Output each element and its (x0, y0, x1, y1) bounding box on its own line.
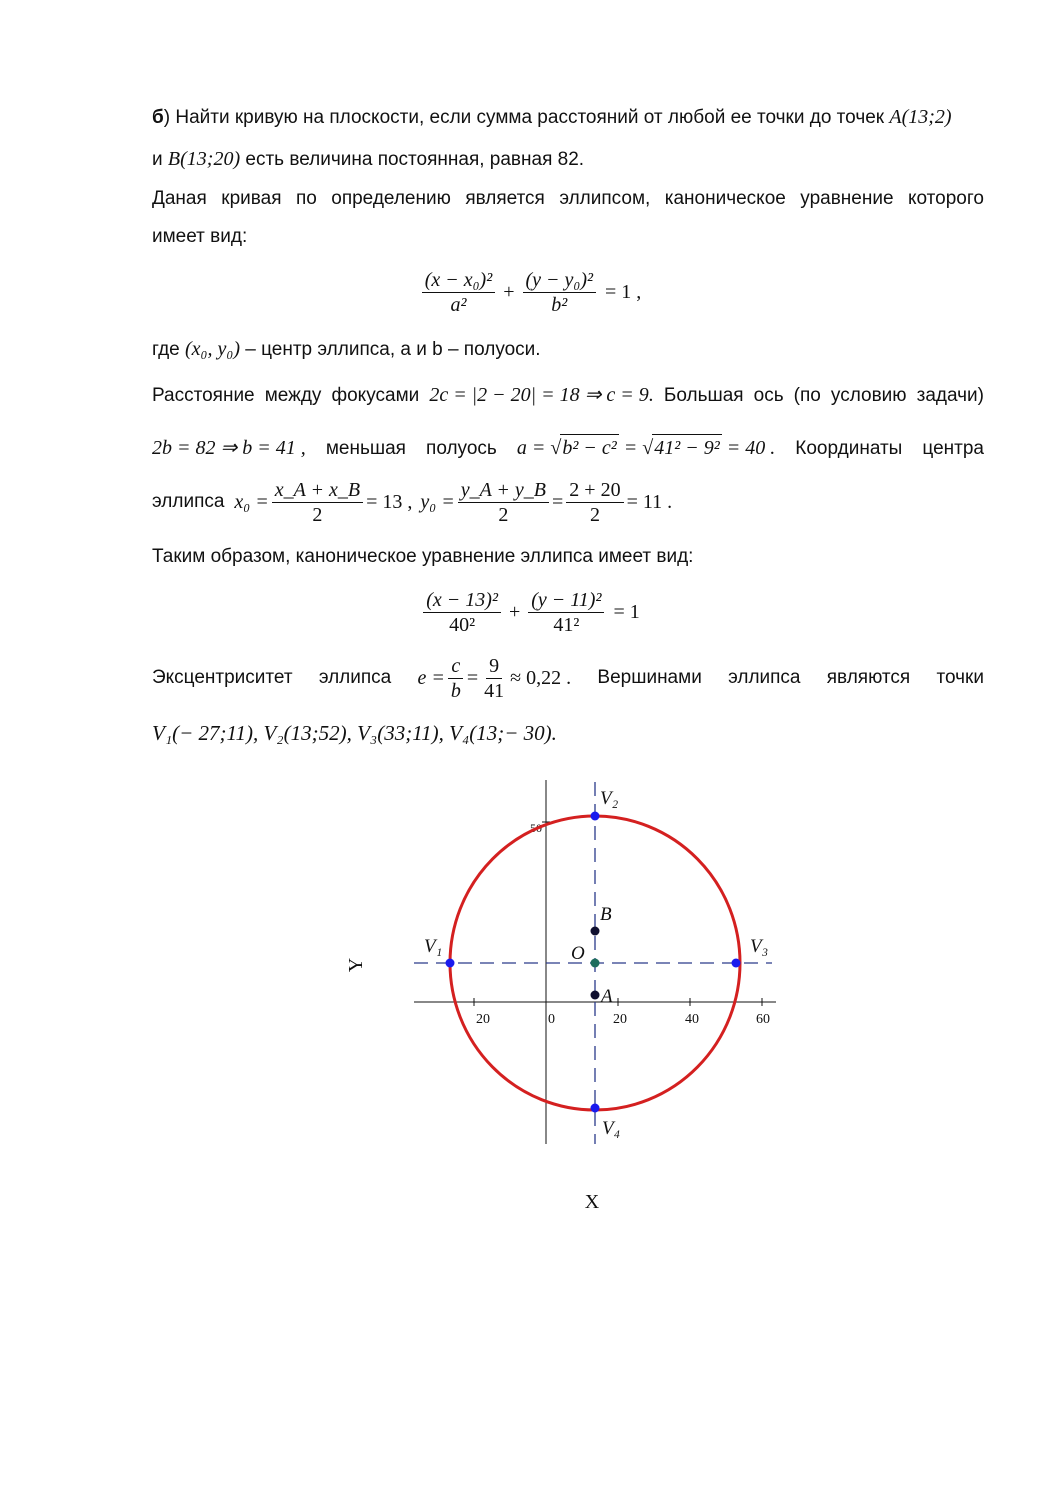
point-b (591, 927, 600, 936)
center-line (152, 472, 984, 532)
numerator: 9 (486, 654, 502, 679)
x0-value: = 13 , (366, 491, 413, 513)
x-tick-label: 20 (613, 1012, 627, 1027)
fraction-c-b (448, 654, 464, 703)
label-v3: V₃ (750, 936, 769, 957)
word: полуось (426, 438, 497, 459)
word: между (264, 385, 322, 406)
numerator: (x − x₀)² (422, 268, 496, 293)
plus-sign: + (498, 280, 520, 303)
center-def-line (152, 336, 984, 363)
point-a: A(13;2) (889, 106, 952, 128)
x-tick-label: 0 (548, 1012, 555, 1027)
fraction-y0-values (566, 478, 623, 527)
word: являются (826, 667, 911, 688)
problem-text: ) Найти кривую на плоскости, если сумма расстояний от любой ее точки до точек (163, 107, 890, 128)
intro-line (152, 186, 984, 212)
denominator: b (450, 679, 461, 702)
approx-value: ≈ 0,22 . (510, 667, 572, 689)
general-equation (0, 262, 1060, 322)
denominator: b² (551, 293, 568, 316)
x-axis-label: X (584, 1191, 600, 1213)
numerator: c (448, 654, 463, 679)
radicand: 41² − 9² (652, 434, 722, 461)
eccentricity-line (152, 650, 984, 706)
fraction-y (528, 588, 604, 637)
label-v1: V₁ (424, 936, 443, 957)
axes-line (152, 434, 984, 462)
word: Расстояние (152, 385, 255, 406)
denominator: 2 (589, 503, 600, 526)
y-axis-label: Y (345, 957, 367, 973)
label-b: B (600, 904, 612, 925)
center-label: эллипса (152, 491, 225, 512)
numerator: x_A + x_B (272, 478, 363, 503)
intro-line-2: имеет вид: (152, 226, 248, 247)
numerator: y_A + y_B (458, 478, 549, 503)
fraction-y0 (458, 478, 549, 527)
word: задачи) (916, 385, 984, 406)
denominator: a² (450, 293, 467, 316)
problem-label: б (152, 107, 164, 128)
rhs: = 1 (613, 600, 640, 623)
numerator: (y − 11)² (528, 588, 604, 613)
denominator: 2 (498, 503, 509, 526)
word: Вершинами (597, 667, 702, 688)
major-axis-equation: 2b = 82 ⇒ b = 41 , (152, 437, 306, 459)
word: условию (830, 385, 907, 406)
x-tick-label: 60 (756, 1012, 770, 1027)
fraction-9-41 (481, 654, 507, 703)
numerator: (x − 13)² (423, 588, 501, 613)
label-v4: V₄ (602, 1118, 621, 1139)
minor-axis-equation (517, 434, 775, 461)
word: ось (753, 385, 784, 406)
denominator: 2 (312, 503, 323, 526)
center-prefix: где (152, 339, 186, 360)
word: эллипса (318, 667, 392, 688)
problem-text-2: есть величина постоянная, равная 82. (240, 149, 585, 170)
intro-word: по (295, 188, 317, 209)
fraction-x (423, 588, 501, 637)
x0-label: x₀ = (234, 491, 269, 513)
vertex-v1 (446, 959, 455, 968)
eq-part: a = √ (516, 437, 562, 459)
x-tick-label: 40 (685, 1012, 699, 1027)
fraction-y (523, 268, 597, 317)
eq-part: = 40 . (726, 437, 776, 459)
word: эллипса (728, 667, 801, 688)
summary-line: Таким образом, каноническое уравнение эллипса имеет вид: (152, 546, 694, 567)
intro-word: является (465, 188, 545, 209)
conjunction: и (152, 149, 168, 170)
intro-word: эллипсом, (559, 188, 651, 209)
word: фокусами (331, 385, 420, 406)
intro-word: уравнение (800, 188, 894, 209)
equals: = (552, 491, 564, 513)
label-a: A (601, 986, 613, 1007)
eccentricity-formula (418, 654, 572, 703)
radicand: b² − c² (560, 434, 618, 461)
ellipse-plot (0, 760, 1060, 1240)
eq-part: = √ (623, 437, 654, 459)
rhs: = 1 , (605, 280, 642, 303)
e-label: e = (417, 667, 445, 689)
intro-word: кривая (221, 188, 282, 209)
equals: = (466, 667, 479, 689)
period: . (648, 384, 654, 406)
vertex-v2 (591, 812, 600, 821)
canonical-equation (0, 582, 1060, 642)
point-o (591, 959, 600, 968)
foci-eq-text: 2c = |2 − 20| = 18 ⇒ c = 9 (429, 384, 649, 406)
word: Большая (663, 385, 744, 406)
word: точки (936, 667, 984, 688)
vertex-v4 (591, 1104, 600, 1113)
word: Эксцентриситет (152, 667, 293, 688)
word: (по (793, 385, 821, 406)
intro-word: каноническое (664, 188, 786, 209)
vertices-line: V₁(− 27;11), V₂(13;52), V₃(33;11), V₄(13;− 30). (152, 721, 557, 745)
foci-line (152, 382, 984, 409)
y-tick-label: 50 (530, 821, 542, 835)
denominator: 40² (449, 613, 476, 636)
fraction-x0 (272, 478, 363, 527)
label-v2: V₂ (600, 788, 619, 809)
foci-equation (429, 382, 654, 408)
intro-word: которого (908, 188, 984, 209)
denominator: 41 (484, 679, 505, 702)
word: меньшая (325, 438, 406, 459)
denominator: 41² (553, 613, 580, 636)
point-a (591, 991, 600, 1000)
intro-word: Даная (152, 188, 207, 209)
plus-sign: + (503, 600, 526, 623)
problem-line-2 (152, 146, 984, 173)
problem-line-1 (152, 104, 984, 131)
numerator: (y − y₀)² (523, 268, 597, 293)
y0-label: y₀ = (420, 491, 455, 513)
word: центра (922, 438, 984, 459)
word: Координаты (795, 438, 903, 459)
x-tick-label: 20 (476, 1012, 490, 1027)
y0-value: = 11 . (626, 491, 673, 513)
fraction-x (422, 268, 496, 317)
point-b: B(13;20) (167, 148, 241, 170)
label-o: O (571, 943, 585, 964)
center-def-text: – центр эллипса, a и b – полуоси. (240, 339, 541, 360)
numerator: 2 + 20 (566, 478, 623, 503)
intro-word: определению (331, 188, 451, 209)
vertex-v3 (732, 959, 741, 968)
center-coords: (x₀, y₀) (185, 338, 240, 360)
